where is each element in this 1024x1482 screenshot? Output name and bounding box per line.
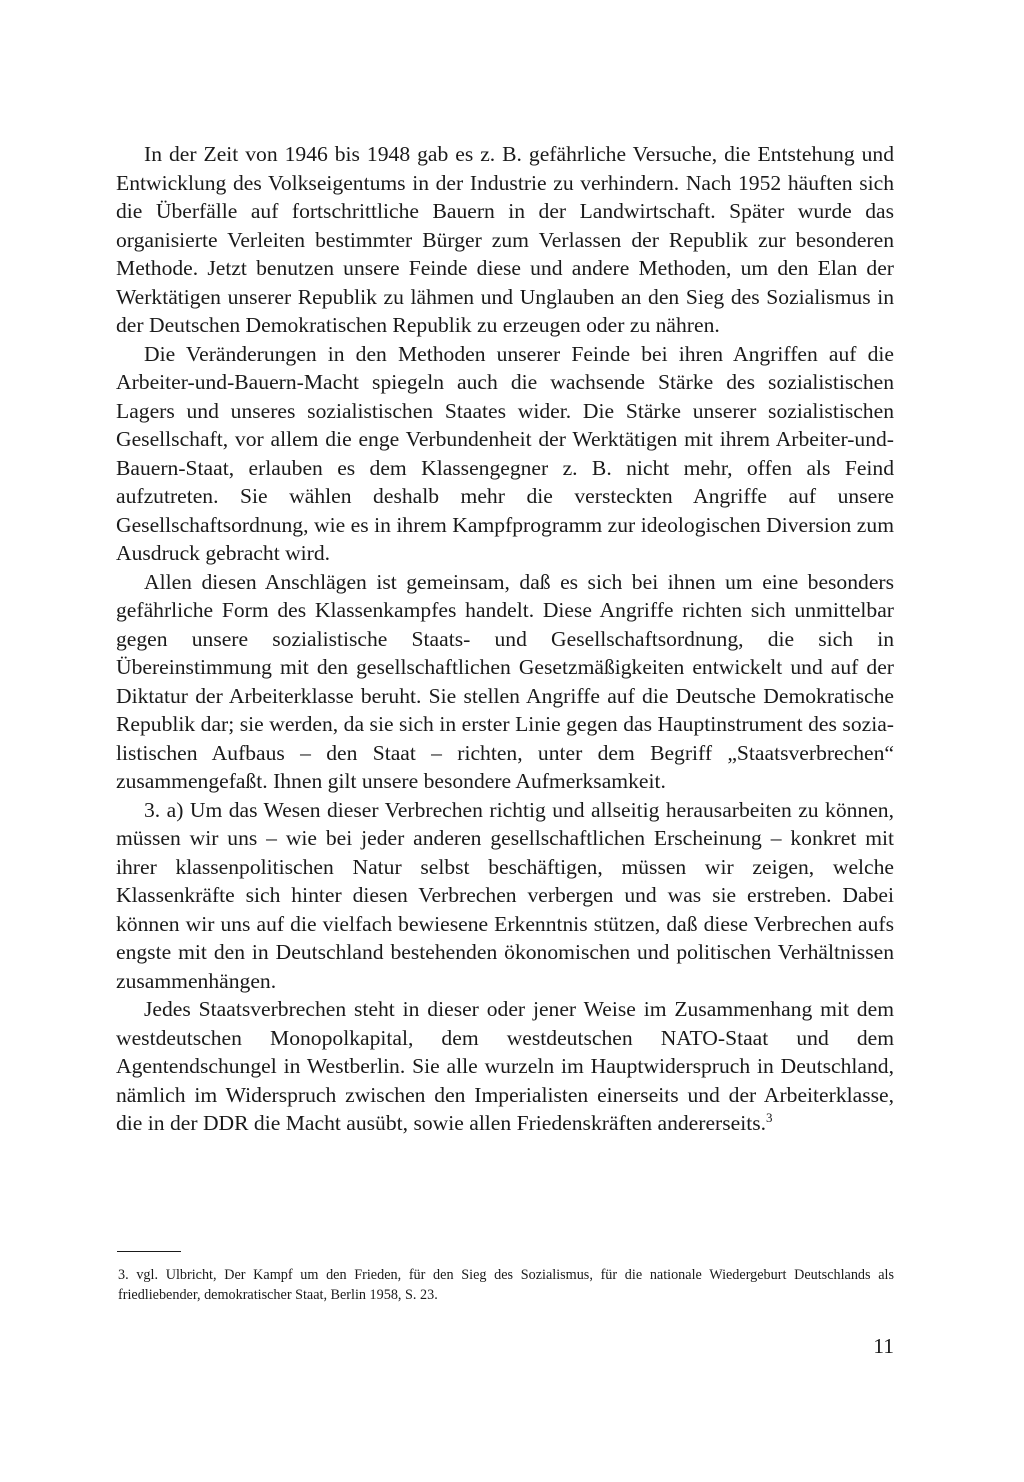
footnote: 3. vgl. Ulbricht, Der Kampf um den Frieden, für den Sieg des Sozialismus, für die nationale Wiedergeburt Deutschlands als friedliebender, demokratischer Staat, Berlin 1958, S. 23. — [118, 1267, 894, 1303]
footnote-reference: 3 — [766, 1109, 773, 1125]
footnote-separator — [117, 1251, 181, 1252]
paragraph-5-text: Jedes Staatsverbrechen steht in dieser oder jener Weise im Zusammenhang mit dem westdeutschen Monopolkapital, dem westdeutschen NATO-Staat und dem Agentendschungel in Westberlin. Sie alle wurzeln im Hauptwiderspruch in Deutschland, nämlich im Widerspruch zwischen den Imperialisten einerseits und der Arbeiterklasse, die in der DDR die Macht ausübt, sowie allen Friedenskräften andererseits. — [116, 997, 894, 1135]
page-number: 11 — [873, 1334, 894, 1358]
paragraph-3: Allen diesen Anschlägen ist gemeinsam, daß es sich bei ihnen um eine besonders gefährliche Form des Klassenkampfes handelt. Diese Angriffe richten sich unmittelbar gegen unsere sozialistische Staats- und Gesellschaftsordnung, die sich in Übereinstimmung mit den gesellschaftlichen Gesetzmäßigkeiten entwickelt und auf der Diktatur der Arbeiterklasse beruht. Sie stellen Angriffe auf die Deutsche Demokratische Republik dar; sie werden, da sie sich in erster Linie gegen das Hauptinstrument des sozialistischen Aufbaus – den Staat – richten, unter dem Begriff „Staatsverbrechen“ zusammengefaßt. Ihnen gilt unsere besondere Aufmerksamkeit. — [116, 569, 894, 793]
paragraph-1: In der Zeit von 1946 bis 1948 gab es z. B. gefährliche Versuche, die Entstehung und Entwicklung des Volkseigentums in der Industrie zu verhindern. Nach 1952 häuften sich die Überfälle auf fortschrittliche Bauern in der Landwirtschaft. Später wurde das organisierte Verleiten bestimmter Bürger zum Verlassen der Republik zur besonderen Methode. Jetzt benutzen unsere Feinde diese und andere Methoden, um den Elan der Werktätigen unserer Republik zu lähmen und Unglauben an den Sieg des Sozialismus in der Deutschen Demokratischen Republik zu erzeugen oder zu nähren. — [116, 142, 894, 337]
paragraph-5 — [116, 995, 894, 1138]
paragraph-4: 3. a) Um das Wesen dieser Verbrechen richtig und allseitig herausarbeiten zu können, müssen wir uns – wie bei jeder anderen gesellschaftlichen Erscheinung – konkret mit ihrer klassenpolitischen Natur selbst beschäftigen, müssen wir zeigen, welche Klassenkräfte sich hinter diesen Verbrechen verbergen und was sie erstreben. Dabei können wir uns auf die vielfach bewiesene Erkenntnis stützen, daß diese Verbrechen aufs engste mit den in Deutschland bestehenden ökonomischen und politischen Verhältnissen zusammenhängen. — [116, 797, 894, 993]
main-text — [116, 140, 894, 1138]
paragraph-2: Die Veränderungen in den Methoden unserer Feinde bei ihren Angriffen auf die Arbeiter-und-Bauern-Macht spiegeln auch die wachsende Stärke des sozialistischen Lagers und unseres sozialistischen Staates wider. Die Stärke unserer sozialistischen Gesellschaft, vor allem die enge Verbundenheit der Werktätigen mit ihrem Arbeiter-und-Bauern-Staat, erlauben es dem Klassengegner z. B. nicht mehr, offen als Feind aufzutreten. Sie wählen deshalb mehr die versteckten Angriffe auf unsere Gesellschaftsordnung, wie es in ihrem Kampfprogramm zur ideologischen Diversion zum Ausdruck gebracht wird. — [116, 341, 894, 565]
